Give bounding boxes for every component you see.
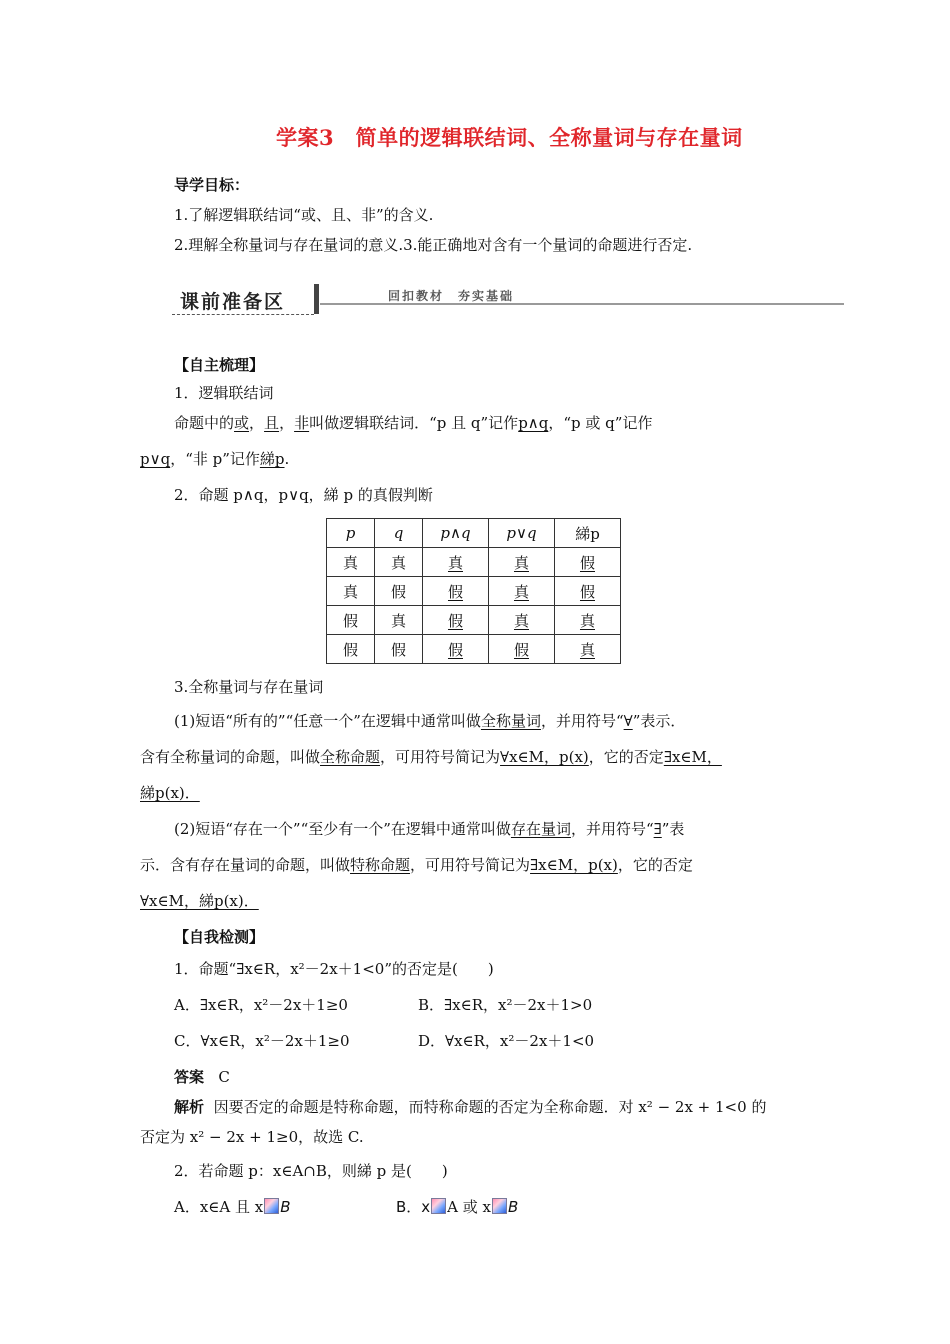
question-2: 2．若命题 p：x∈A∩B，则綈 p 是( ) bbox=[174, 1162, 448, 1180]
answer-p-and-q: p∧q bbox=[518, 414, 549, 432]
section-banner bbox=[172, 284, 844, 318]
table-header-cell: p∨q bbox=[489, 519, 555, 548]
text: ”表 bbox=[661, 820, 685, 838]
self-study-heading: 【自主梳理】 bbox=[174, 356, 265, 374]
table-cell: 假 bbox=[375, 577, 423, 606]
question-2-option-b bbox=[396, 1196, 518, 1217]
section-1-title: 1．逻辑联结词 bbox=[174, 384, 274, 402]
answer-not-p: 綈p bbox=[259, 450, 285, 468]
question-1: 1．命题“∃x∈R，x²－2x＋1<0”的否定是( ) bbox=[174, 960, 494, 978]
table-header-cell: p bbox=[327, 519, 375, 548]
table-header-cell: q bbox=[375, 519, 423, 548]
analysis-line-1 bbox=[174, 1096, 766, 1117]
text: 叫做逻辑联结词．“p 且 q”记作 bbox=[309, 414, 519, 432]
table-cell: 假 bbox=[423, 635, 489, 664]
section-3-title: 3.全称量词与存在量词 bbox=[174, 678, 324, 696]
answer-exists-notation: ∃x∈M，p(x) bbox=[530, 856, 618, 874]
banner-title-box bbox=[172, 284, 314, 315]
answer-negation-part-2: 綈p(x)． bbox=[140, 784, 200, 802]
answer-or: 或 bbox=[234, 414, 250, 432]
text: (2)短语“存在一个”“至少有一个”在逻辑中通常叫做 bbox=[174, 820, 511, 838]
banner-title: 课前准备区 bbox=[180, 291, 286, 313]
banner-divider bbox=[314, 284, 319, 314]
table-cell: 假 bbox=[375, 635, 423, 664]
table-cell: 假 bbox=[327, 635, 375, 664]
answer-universal-proposition: 全称命题 bbox=[320, 748, 381, 766]
table-cell: 假 bbox=[327, 606, 375, 635]
answer-existential-quantifier: 存在量词 bbox=[510, 820, 571, 838]
section-3b-line-3 bbox=[140, 890, 259, 911]
text: 命题中的 bbox=[174, 414, 235, 432]
answer-forall-notation: ∀x∈M，p(x) bbox=[500, 748, 589, 766]
self-check-heading: 【自我检测】 bbox=[174, 928, 265, 946]
table-cell: 真 bbox=[489, 548, 555, 577]
table-header-row bbox=[327, 519, 621, 548]
table-row bbox=[327, 548, 621, 577]
answer-existential-proposition: 特称命题 bbox=[350, 856, 411, 874]
page-title: 学案3 简单的逻辑联结词、全称量词与存在量词 bbox=[276, 125, 743, 150]
text: A 或 x bbox=[447, 1198, 492, 1216]
table-row bbox=[327, 606, 621, 635]
table-cell: 真 bbox=[423, 548, 489, 577]
table-cell: 真 bbox=[489, 606, 555, 635]
goal-line-2: 2.理解全称量词与存在量词的意义.3.能正确地对含有一个量词的命题进行否定. bbox=[174, 236, 693, 254]
table-cell: 假 bbox=[555, 577, 621, 606]
answer-negation-part-1: ∃x∈M， bbox=[663, 748, 722, 766]
answer-label: 答案 bbox=[174, 1068, 205, 1086]
text: ，并用符号“ bbox=[570, 820, 654, 838]
answer-not: 非 bbox=[294, 414, 310, 432]
answer-forall-symbol: ∀ bbox=[623, 712, 633, 730]
text: 示．含有存在量词的命题，叫做 bbox=[140, 856, 351, 874]
section-3a-line-2 bbox=[140, 746, 722, 767]
table-cell: 真 bbox=[375, 606, 423, 635]
section-3a-line-1 bbox=[174, 710, 685, 731]
analysis-text: 因要否定的命题是特称命题，而特称命题的否定为全称命题．对 x² − 2x + 1<0 的 bbox=[213, 1098, 767, 1116]
goals-heading: 导学目标： bbox=[174, 176, 250, 194]
truth-table bbox=[326, 518, 621, 664]
question-1-option-a: A．∃x∈R，x²－2x＋1≥0 bbox=[174, 996, 348, 1014]
text: ，“非 p”记作 bbox=[170, 450, 260, 468]
table-cell: 真 bbox=[327, 548, 375, 577]
section-3a-line-3 bbox=[140, 782, 200, 803]
answer-exists-symbol: ∃ bbox=[653, 820, 662, 838]
analysis-label: 解析 bbox=[174, 1098, 205, 1116]
text: ，“p 或 q”记作 bbox=[548, 414, 653, 432]
text: ，可用符号简记为 bbox=[410, 856, 531, 874]
table-cell: 假 bbox=[423, 606, 489, 635]
table-row bbox=[327, 635, 621, 664]
answer-value: C bbox=[218, 1068, 230, 1086]
answer-universal-quantifier: 全称量词 bbox=[480, 712, 541, 730]
text: B bbox=[508, 1198, 519, 1216]
broken-symbol-icon bbox=[264, 1198, 279, 1214]
table-cell: 假 bbox=[555, 548, 621, 577]
answer-and: 且 bbox=[264, 414, 280, 432]
section-3b-line-1 bbox=[174, 818, 684, 839]
section-3b-line-2 bbox=[140, 854, 693, 875]
broken-symbol-icon bbox=[492, 1198, 507, 1214]
table-cell: 假 bbox=[423, 577, 489, 606]
text: (1)短语“所有的”“任意一个”在逻辑中通常叫做 bbox=[174, 712, 481, 730]
question-1-option-c: C．∀x∈R，x²－2x＋1≥0 bbox=[174, 1032, 350, 1050]
text: 含有全称量词的命题，叫做 bbox=[140, 748, 321, 766]
table-row bbox=[327, 577, 621, 606]
table-header-cell: 綈p bbox=[555, 519, 621, 548]
section-1-line-2: p∨q，“非 p”记作綈p. bbox=[140, 450, 290, 468]
broken-symbol-icon bbox=[431, 1198, 446, 1214]
analysis-line-2: 否定为 x² − 2x + 1≥0，故选 C. bbox=[140, 1128, 364, 1146]
section-1-line-1: 命题中的或，且，非叫做逻辑联结词．“p 且 q”记作p∧q，“p 或 q”记作 bbox=[174, 414, 653, 432]
banner-subtitle: 回扣教材 夯实基础 bbox=[388, 289, 515, 303]
answer-existential-negation: ∀x∈M，綈p(x)． bbox=[140, 892, 259, 910]
text: ，它的否定 bbox=[588, 748, 664, 766]
question-1-option-d: D．∀x∈R，x²－2x＋1<0 bbox=[418, 1032, 595, 1050]
text: B bbox=[280, 1198, 291, 1216]
table-cell: 真 bbox=[489, 577, 555, 606]
text: ，并用符号“ bbox=[540, 712, 624, 730]
goal-line-1: 1.了解逻辑联结词“或、且、非”的含义. bbox=[174, 206, 434, 224]
answer-line bbox=[174, 1066, 230, 1087]
table-cell: 真 bbox=[555, 606, 621, 635]
table-cell: 真 bbox=[327, 577, 375, 606]
question-2-option-a bbox=[174, 1196, 291, 1217]
table-cell: 真 bbox=[375, 548, 423, 577]
table-header-cell: p∧q bbox=[423, 519, 489, 548]
text: ，它的否定 bbox=[617, 856, 693, 874]
table-cell: 真 bbox=[555, 635, 621, 664]
text: A．x∈A 且 x bbox=[174, 1198, 264, 1216]
section-2-title: 2．命题 p∧q，p∨q，綈 p 的真假判断 bbox=[174, 486, 433, 504]
table-cell: 假 bbox=[489, 635, 555, 664]
text: ，可用符号简记为 bbox=[380, 748, 501, 766]
text: ”表示． bbox=[632, 712, 686, 730]
answer-p-or-q: p∨q bbox=[140, 450, 171, 468]
question-1-option-b: B．∃x∈R，x²－2x＋1>0 bbox=[418, 996, 593, 1014]
text: B．x bbox=[396, 1198, 431, 1216]
